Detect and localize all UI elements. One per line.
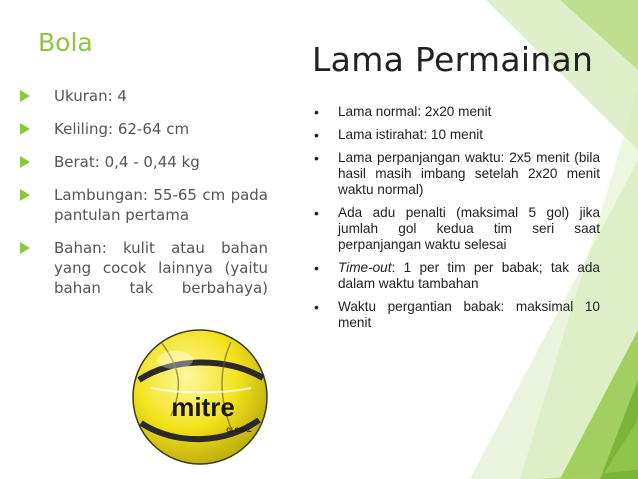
ball-brand-text: mitre bbox=[171, 392, 235, 422]
list-item: Ukuran: 4 bbox=[20, 86, 268, 106]
game-duration-list bbox=[312, 104, 600, 338]
arrow-bullet-icon bbox=[20, 156, 30, 168]
bullet-dot-icon: • bbox=[314, 127, 319, 143]
bullet-dot-icon: • bbox=[314, 205, 319, 221]
list-item: • Lama normal: 2x20 menit bbox=[314, 104, 492, 120]
bullet-dot-icon: • bbox=[314, 299, 319, 315]
list-item: Lambungan: 55-65 cm pada pantulan pertama bbox=[20, 185, 268, 225]
arrow-bullet-icon bbox=[20, 189, 30, 201]
list-item: • Time-out: 1 per tim per babak; tak ada dalam waktu tambahan bbox=[314, 260, 600, 291]
arrow-bullet-icon bbox=[20, 242, 30, 254]
list-item: • Ada adu penalti (maksimal 5 gol) jika jumlah gol kedua tim seri saat perpanjangan waktu selesai bbox=[314, 205, 600, 252]
list-item: • Waktu pergantian babak: maksimal 10 menit bbox=[314, 299, 600, 330]
arrow-bullet-icon bbox=[20, 123, 30, 135]
ball-model-text: GLOBAL bbox=[226, 428, 252, 434]
list-item: Berat: 0,4 - 0,44 kg bbox=[20, 152, 268, 172]
left-title: Bola bbox=[38, 28, 93, 57]
list-item: Bahan: kulit atau bahan yang cocok lainnya (yaitu bahan tak berbahaya) bbox=[20, 238, 268, 298]
bullet-dot-icon: • bbox=[314, 104, 319, 120]
bullet-dot-icon: • bbox=[314, 260, 319, 276]
bullet-dot-icon: • bbox=[314, 150, 319, 166]
soccer-ball-image bbox=[131, 328, 269, 466]
ball-specs-list bbox=[20, 86, 268, 311]
list-item: • Lama istirahat: 10 menit bbox=[314, 127, 484, 143]
arrow-bullet-icon bbox=[20, 90, 30, 102]
list-item: • Lama perpanjangan waktu: 2x5 menit (bila hasil masih imbang setelah 2x20 menit waktu normal) bbox=[314, 150, 600, 197]
list-item: Keliling: 62-64 cm bbox=[20, 119, 268, 139]
right-title: Lama Permainan bbox=[312, 40, 594, 79]
